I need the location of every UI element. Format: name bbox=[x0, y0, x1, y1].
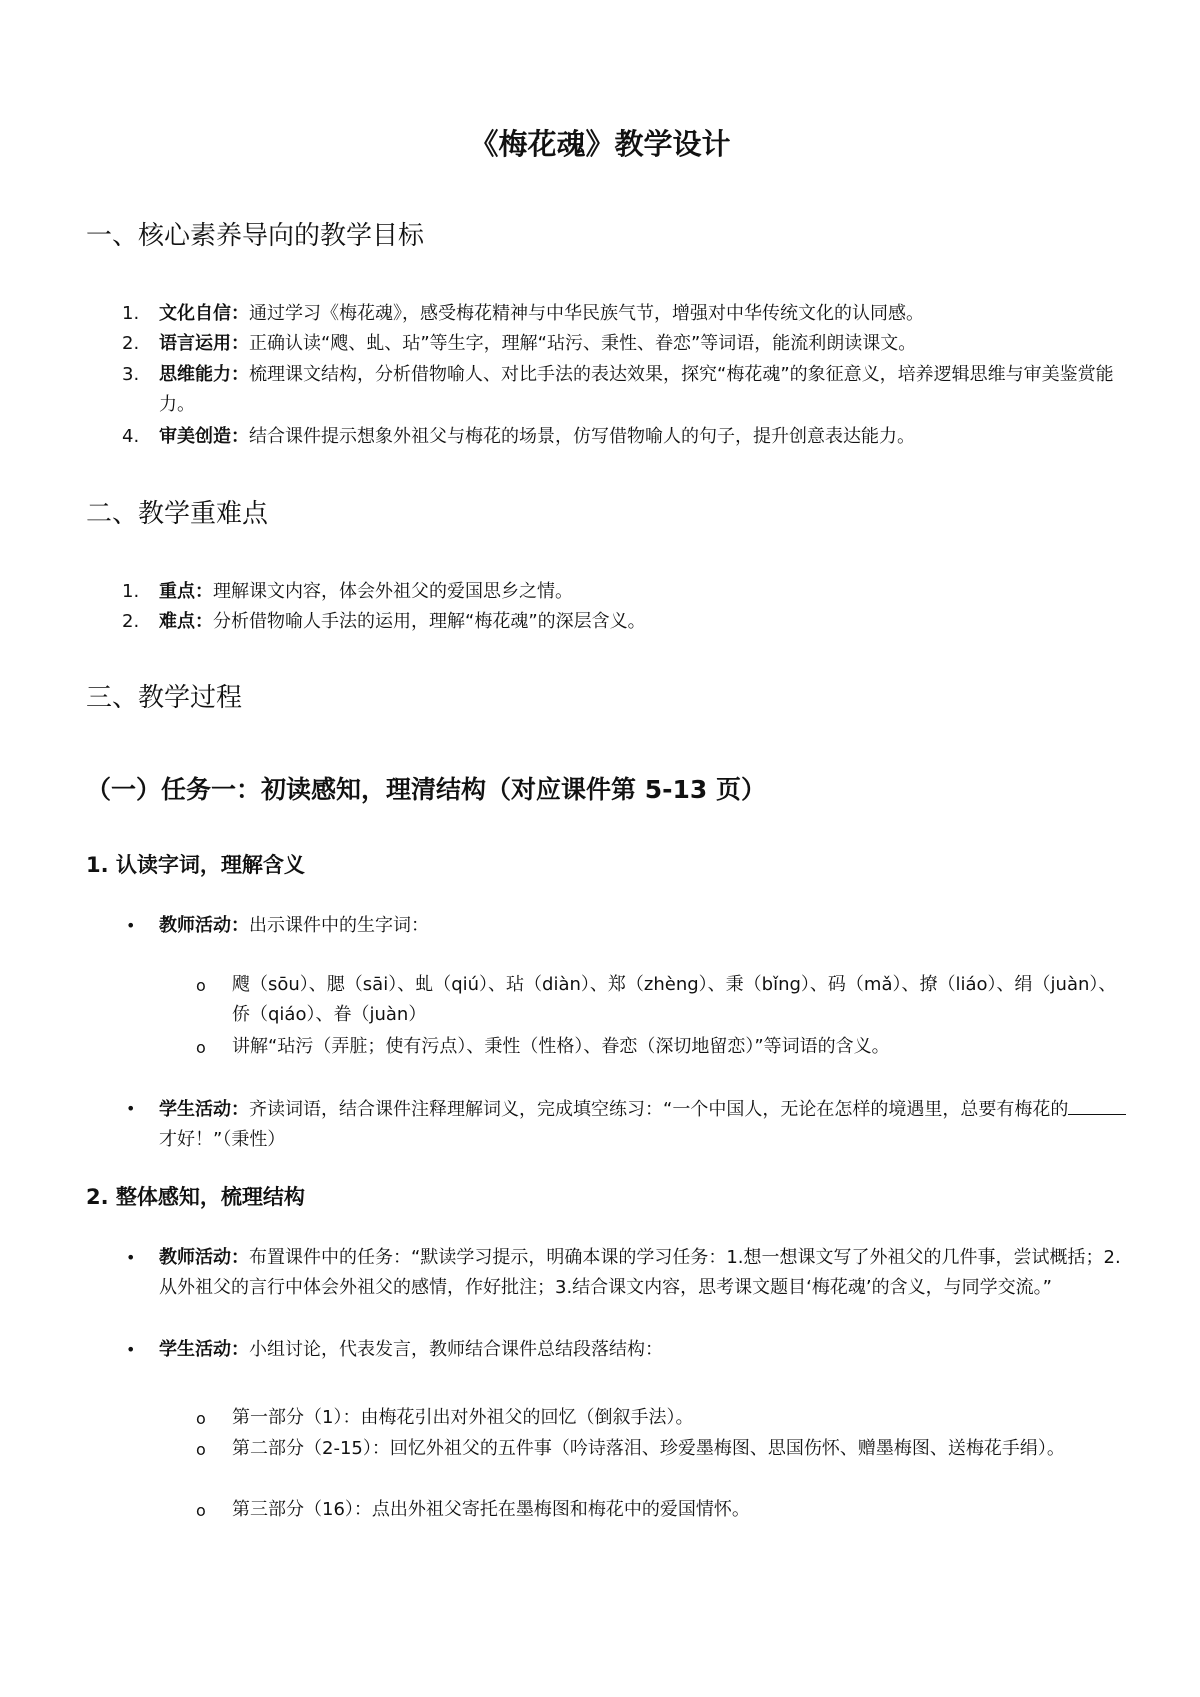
step1-heading: 1. 认读字词，理解含义 bbox=[86, 853, 305, 877]
list-item: 3. 思维能力：梳理课文结构，分析借物喻人、对比手法的表达效果，探究“梅花魂”的象征意义，培养逻辑思维与审美鉴赏能力。 bbox=[122, 364, 1114, 415]
circle-bullet-icon: o bbox=[196, 976, 206, 995]
circle-bullet-icon: o bbox=[196, 1440, 206, 1459]
vocab-list-item: o 讲解“玷污（弄脏；使有污点）、秉性（性格）、眷恋（深切地留恋）”等词语的含义。 bbox=[196, 1032, 1126, 1062]
bullet-icon: • bbox=[126, 916, 136, 935]
student-activity: • 学生活动：齐读词语，结合课件注释理解词义，完成填空练习：“一个中国人，无论在怎样的境遇里，总要有梅花的才好！”（秉性） bbox=[122, 1094, 1132, 1155]
circle-bullet-icon: o bbox=[196, 1501, 206, 1520]
structure-list-item: o 第一部分（1）：由梅花引出对外祖父的回忆（倒叙手法）。 bbox=[196, 1403, 1126, 1433]
section-heading-process: 三、教学过程 bbox=[86, 683, 243, 713]
circle-bullet-icon: o bbox=[196, 1038, 206, 1057]
bullet-icon: • bbox=[126, 1099, 136, 1118]
teacher-activity: • 教师活动：布置课件中的任务：“默读学习提示，明确本课的学习任务：1.想一想课文写了外祖父的几件事，尝试概括；2.从外祖父的言行中体会外祖父的感情，作好批注；3.结合课文内容，思考课文题目‘梅花魂’的含义，与同学交流。” bbox=[122, 1243, 1132, 1303]
document-title: 《梅花魂》教学设计 bbox=[469, 127, 731, 161]
structure-list-item: o 第三部分（16）：点出外祖父寄托在墨梅图和梅花中的爱国情怀。 bbox=[196, 1495, 1126, 1525]
circle-bullet-icon: o bbox=[196, 1409, 206, 1428]
structure-list-item: o 第二部分（2-15）：回忆外祖父的五件事（吟诗落泪、珍爱墨梅图、思国伤怀、赠墨梅图、送梅花手绢）。 bbox=[196, 1434, 1126, 1464]
task1-heading: （一）任务一：初读感知，理清结构（对应课件第 5-13 页） bbox=[86, 775, 766, 804]
vocab-list-item: o 飕（sōu）、腮（sāi）、虬（qiú）、玷（diàn）、郑（zhèng）、秉（bǐng）、码（mǎ）、撩（liáo）、绢（juàn）、侨（qiáo）、眷（juàn） bbox=[196, 970, 1126, 1030]
list-item: 2. 难点：分析借物喻人手法的运用，理解“梅花魂”的深层含义。 bbox=[122, 611, 646, 632]
list-item: 1. 文化自信：通过学习《梅花魂》，感受梅花精神与中华民族气节，增强对中华传统文化的认同感。 bbox=[122, 303, 924, 324]
list-item: 4. 审美创造：结合课件提示想象外祖父与梅花的场景，仿写借物喻人的句子，提升创意表达能力。 bbox=[122, 426, 915, 447]
list-item: 2. 语言运用：正确认读“飕、虬、玷”等生字，理解“玷污、秉性、眷恋”等词语，能流利朗读课文。 bbox=[122, 333, 917, 354]
bullet-icon: • bbox=[126, 1340, 136, 1359]
section-heading-objectives: 一、核心素养导向的教学目标 bbox=[86, 221, 425, 251]
student-activity: • 学生活动：小组讨论，代表发言，教师结合课件总结段落结构： bbox=[122, 1335, 1122, 1365]
bullet-icon: • bbox=[126, 1248, 136, 1267]
step2-heading: 2. 整体感知，梳理结构 bbox=[86, 1185, 305, 1209]
fill-blank bbox=[1068, 1094, 1126, 1115]
teacher-activity: • 教师活动：出示课件中的生字词： bbox=[122, 911, 1122, 941]
list-item: 1. 重点：理解课文内容，体会外祖父的爱国思乡之情。 bbox=[122, 581, 573, 602]
section-heading-keypoints: 二、教学重难点 bbox=[86, 499, 269, 529]
